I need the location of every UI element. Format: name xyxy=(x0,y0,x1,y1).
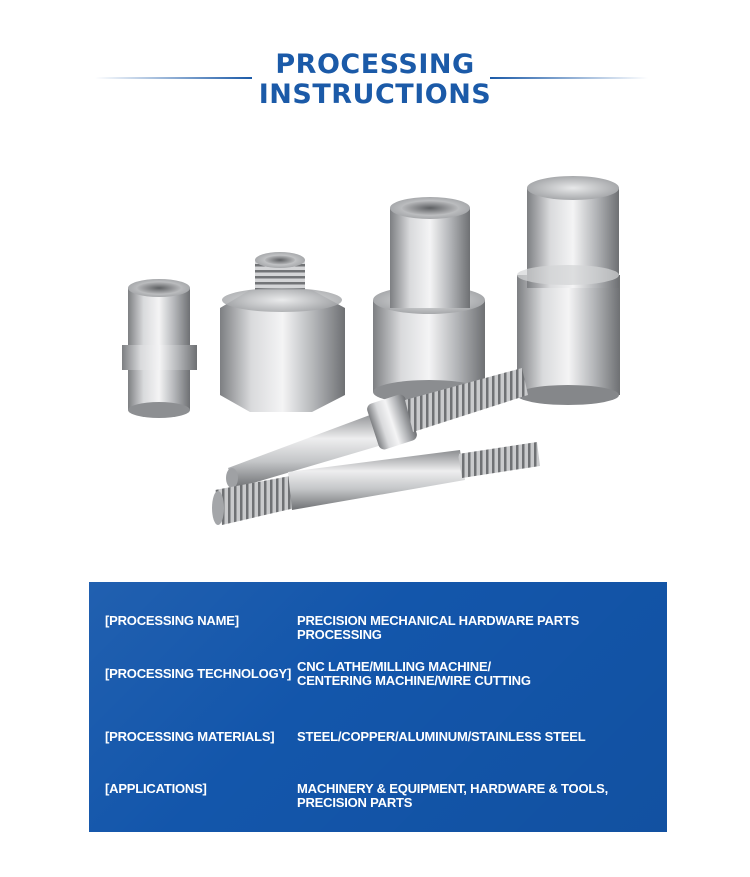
page-title-line1: PROCESSING xyxy=(275,49,475,80)
spec-label: [PROCESSING MATERIALS] xyxy=(105,729,275,744)
title-rule-right xyxy=(490,77,648,79)
hex-fitting-part xyxy=(220,252,345,412)
specs-panel xyxy=(89,582,667,832)
spec-value-line: STEEL/COPPER/ALUMINUM/STAINLESS STEEL xyxy=(297,729,586,744)
header xyxy=(0,0,750,120)
spec-value-line: CNC LATHE/MILLING MACHINE/ xyxy=(297,659,491,674)
page-title-line2: INSTRUCTIONS xyxy=(258,79,492,110)
spec-label: [APPLICATIONS] xyxy=(105,781,207,796)
spec-value xyxy=(297,614,662,642)
spec-value xyxy=(297,660,662,688)
spec-value-line: MACHINERY & EQUIPMENT, HARDWARE & TOOLS, xyxy=(297,781,609,796)
spec-value xyxy=(297,730,662,744)
spec-value-line: CENTERING MACHINE/WIRE CUTTING xyxy=(297,673,531,688)
spec-label: [PROCESSING TECHNOLOGY] xyxy=(105,666,292,681)
spec-value xyxy=(297,782,662,810)
threaded-pin-part xyxy=(212,442,540,525)
spec-value-line: PRECISION MECHANICAL HARDWARE PARTS PROCESSING xyxy=(297,613,580,642)
spec-value-line: PRECISION PARTS xyxy=(297,795,413,810)
stepped-cylinder-part xyxy=(517,176,620,405)
machined-parts-photo xyxy=(0,150,750,550)
spec-label: [PROCESSING NAME] xyxy=(105,613,239,628)
flanged-sleeve-part xyxy=(373,197,485,404)
bushing-part xyxy=(122,279,197,418)
